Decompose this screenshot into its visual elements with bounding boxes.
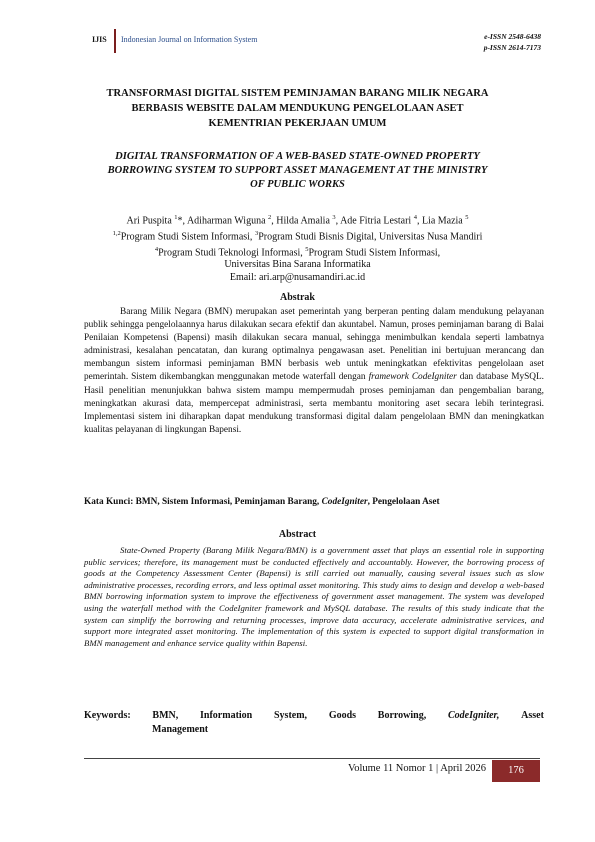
title-id-line: BERBASIS WEBSITE DALAM MENDUKUNG PENGELOLAAN ASET bbox=[131, 103, 464, 114]
journal-code: IJIS bbox=[92, 35, 107, 44]
keyword: System, bbox=[274, 710, 308, 721]
abstract-paragraph: State-Owned Property (Barang Milik Negara/BMN) is a government asset that plays an essential role in supporting public services; therefore, its management must be conducted effectively and accountably. However, the borrowing process of goods at the Competency Assessment Center (Bapensi) is still carried out manually, causing several issues such as slow administrative processes, recording errors, and less optimal asset monitoring. This study aims to design and develop a web-based BMN borrowing information system to improve the effectiveness of government asset management. The system was developed using the waterfall method with the CodeIgniter framework and MySQL database. The results of this study indicate that the system can simplify the borrowing and returning processes, improve data accuracy, accelerate administrative services, and support more integrated asset monitoring. The implementation of this system is expected to support digital transformation in BMN management and enhance service quality within Bapensi. bbox=[84, 545, 544, 648]
keyword: Goods bbox=[328, 710, 357, 721]
keyword: BMN, bbox=[152, 710, 179, 721]
keywords-label: Keywords: bbox=[84, 710, 131, 721]
keyword: Asset bbox=[521, 710, 544, 721]
paper-title-indonesian bbox=[0, 86, 595, 131]
abstrak-heading: Abstrak bbox=[279, 292, 315, 303]
affiliation: Program Studi Teknologi Informasi, bbox=[158, 246, 306, 258]
author-sup: 5 bbox=[465, 214, 469, 221]
author-list bbox=[0, 212, 595, 228]
affiliation-sup: 3 bbox=[254, 229, 259, 237]
author-name: , Lia Mazia bbox=[416, 215, 466, 227]
affiliation-sup: 1,2 bbox=[112, 229, 121, 237]
kata-kunci-italic: CodeIgniter bbox=[321, 497, 368, 507]
keywords bbox=[84, 709, 544, 737]
affiliation: Program Studi Bisnis Digital, Universitas Nusa Mandiri bbox=[258, 231, 483, 243]
keyword: Management bbox=[152, 724, 209, 735]
title-en-line: DIGITAL TRANSFORMATION OF A WEB-BASED STATE-OWNED PROPERTY bbox=[115, 151, 480, 162]
abstrak-paragraph bbox=[84, 306, 544, 437]
header-divider bbox=[114, 29, 116, 53]
affiliation-line bbox=[0, 244, 595, 260]
footer-divider bbox=[84, 758, 540, 759]
keywords-row bbox=[84, 709, 544, 723]
journal-name: Indonesian Journal on Information System bbox=[121, 35, 258, 44]
page-header bbox=[0, 29, 595, 53]
affiliation: Program Studi Sistem Informasi, bbox=[308, 246, 441, 258]
kata-kunci-text: BMN, Sistem Informasi, Peminjaman Barang, bbox=[135, 497, 322, 507]
kata-kunci-label: Kata Kunci: bbox=[84, 497, 136, 507]
title-id-line: KEMENTRIAN PEKERJAAN UMUM bbox=[208, 118, 387, 129]
author-name: , Adiharman Wiguna bbox=[182, 215, 269, 227]
affiliation-sup: 4 bbox=[154, 245, 159, 253]
corresponding-mark: * bbox=[177, 215, 183, 227]
abstrak-text: Barang Milik Negara (BMN) merupakan aset pemerintah yang berperan penting dalam mendukung pelayanan publik sehingga pengelolaannya harus dilakukan secara efektif dan akuntabel. Namun, proses peminjaman barang di Balai Penilaian Kompetensi (Bapensi) masih dilakukan secara manual, sehingga menimbulkan kendala seperti lambatnya administrasi, kesalahan pencatatan, dan kurang optimalnya pengawasan aset. Penelitian ini bertujuan merancang dan membangun sistem informasi peminjaman BMN berbasis web untuk meningkatkan efektivitas pengelolaan aset pemerintah. Sistem dikembangkan menggunakan metode waterfall dengan bbox=[84, 307, 544, 383]
affiliation-line bbox=[0, 228, 595, 244]
author-sup: 3 bbox=[332, 214, 336, 221]
title-en-line: BORROWING SYSTEM TO SUPPORT ASSET MANAGEMENT AT THE MINISTRY bbox=[107, 165, 488, 176]
footer-issue: Volume 11 Nomor 1 | April 2026 bbox=[347, 763, 486, 774]
title-id-line: TRANSFORMASI DIGITAL SISTEM PEMINJAMAN BARANG MILIK NEGARA bbox=[106, 88, 489, 99]
affiliation: Program Studi Sistem Informasi, bbox=[120, 231, 255, 243]
author-sup: 4 bbox=[413, 214, 417, 221]
keyword: Information bbox=[200, 710, 253, 721]
author-sup: 1 bbox=[174, 214, 178, 221]
eissn: e-ISSN 2548-6438 bbox=[484, 32, 541, 41]
author-name: Ari Puspita bbox=[126, 215, 175, 227]
kata-kunci bbox=[84, 497, 554, 507]
authors-block bbox=[0, 212, 595, 284]
kata-kunci-text: , Pengelolaan Aset bbox=[367, 497, 440, 507]
title-en-line: OF PUBLIC WORKS bbox=[250, 179, 345, 190]
author-name: , Ade Fitria Lestari bbox=[335, 215, 414, 227]
keyword: Borrowing, bbox=[377, 710, 427, 721]
issn-block bbox=[484, 31, 541, 53]
page-number: 176 bbox=[492, 760, 540, 782]
pissn: p-ISSN 2614-7173 bbox=[483, 43, 541, 52]
affiliation-sup: 5 bbox=[305, 245, 309, 253]
author-name: , Hilda Amalia bbox=[271, 215, 333, 227]
affiliation-line: Universitas Bina Sarana Informatika bbox=[224, 259, 371, 271]
abstract-heading: Abstract bbox=[278, 529, 317, 540]
abstrak-text-italic: framework CodeIgniter bbox=[368, 372, 457, 383]
author-email: Email: ari.arp@nusamandiri.ac.id bbox=[229, 271, 366, 283]
author-sup: 2 bbox=[268, 214, 272, 221]
paper-title-english bbox=[0, 150, 595, 192]
abstrak-text: dan database MySQL. Hasil penelitian menunjukkan bahwa sistem mampu mempermudah proses peminjaman dan pengembalian barang, meningkatkan akurasi data, mempercepat administrasi, serta membantu monitoring aset secara lebih terintegrasi. Implementasi sistem ini diharapkan dapat mendukung transformasi digital dalam pengelolaan BMN dan meningkatkan kualitas pelayanan di lingkungan Bapensi. bbox=[84, 372, 544, 435]
keyword: CodeIgniter, bbox=[447, 710, 500, 721]
